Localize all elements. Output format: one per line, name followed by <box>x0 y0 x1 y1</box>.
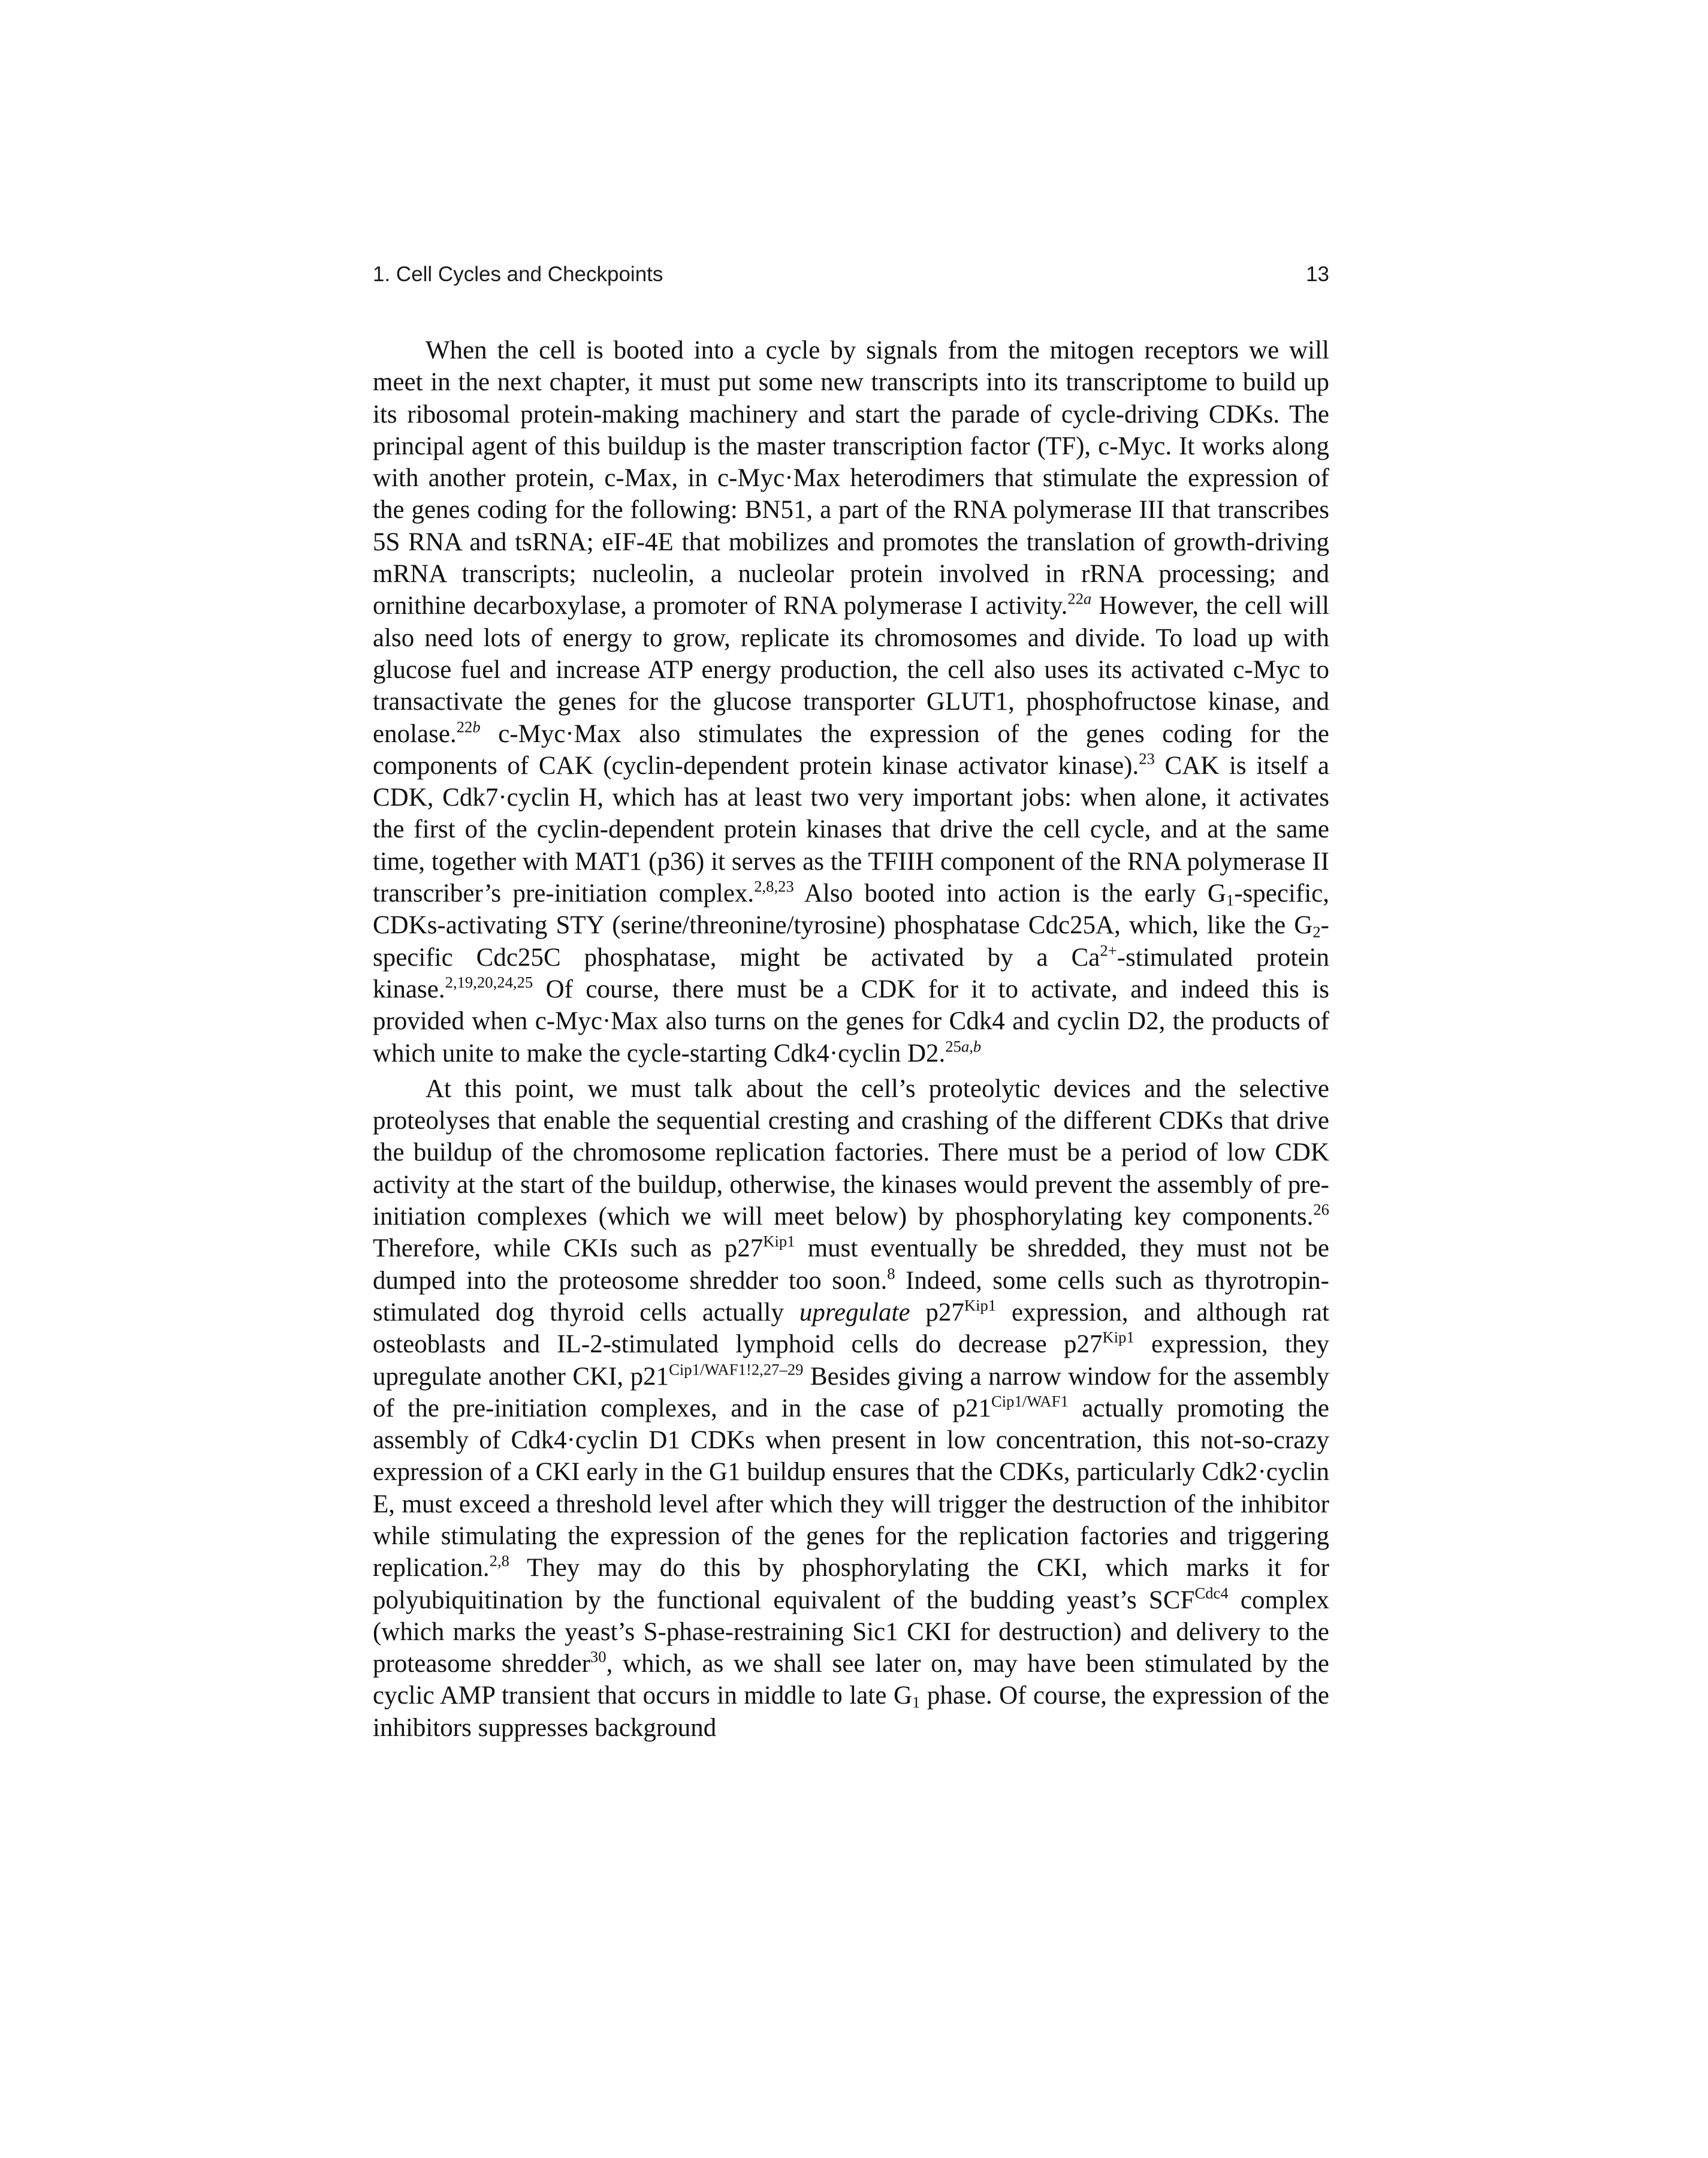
superscript: 30 <box>590 1647 606 1666</box>
superscript: 8 <box>887 1264 895 1283</box>
text-run: expression, they upregulate another CKI, p21 <box>373 1330 1330 1391</box>
superscript: Kip1 <box>763 1232 795 1250</box>
page-number: 13 <box>1306 263 1329 286</box>
text-run: Of course, there must be a CDK for it to activate, and indeed this is provided when c-Myc·Max also turns on the genes for Cdk4 and cyclin D2, the products of which unite to make the cycle-starting Cdk4·cyclin D2. <box>373 975 1329 1068</box>
text-run: However, the cell will also need lots of energy to grow, replicate its chromosomes and divide. To load up with glucose fuel and increase ATP energy production, the cell also uses its activated c-Myc to transactivate the genes for the glucose transporter GLUT1, phosphofructose kinase, and enolase. <box>373 592 1329 748</box>
superscript: b <box>472 718 481 736</box>
text-run: -specific, CDKs-activating STY (serine/threonine/tyrosine) phosphatase Cdc25A, which, like the G <box>373 879 1329 940</box>
text-run: actually promoting the assembly of Cdk4·cyclin D1 CDKs when present in low concentration, this not-so-crazy expression of a CKI early in the G1 buildup ensures that the CDKs, particularly Cdk2·cyclin E, must exceed a threshold level after which they will trigger the destruction of the inhibitor while stimulating the expression of the genes for the replication factories and triggering replication. <box>373 1394 1329 1583</box>
text-run: -specific Cdc25C phosphatase, might be activated by a Ca <box>373 911 1329 972</box>
text-run: expression, and although rat osteoblasts and IL-2-stimulated lymphoid cells do decrease p27 <box>373 1298 1330 1359</box>
text-run: Besides giving a narrow window for the assembly of the pre-initiation complexes, and in the case of p21 <box>373 1362 1329 1422</box>
text-run: They may do this by phosphorylating the CKI, which marks it for polyubiquitination by the functional equivalent of the budding yeast’s SCF <box>373 1554 1329 1614</box>
text-run: phase. Of course, the expression of the inhibitors suppresses background <box>373 1681 1329 1742</box>
text-run: must eventually be shredded, they must not be dumped into the proteosome shredder too soon. <box>373 1234 1329 1295</box>
superscript: 2,19,20,24,25 <box>445 973 533 991</box>
text-run: Also booted into action is the early G <box>793 879 1226 908</box>
text-run: p27 <box>910 1298 964 1327</box>
superscript: 23 <box>1139 749 1155 768</box>
subscript: 1 <box>912 1693 921 1712</box>
superscript: 22 <box>456 718 473 736</box>
superscript: Cip1/WAF1 <box>991 1392 1069 1410</box>
text-run: -stimulated protein kinase. <box>373 943 1330 1003</box>
text-run: At this point, we must talk about the cell’s proteolytic devices and the selective proteolyses that enable the sequential cresting and crashing of the different CDKs that drive the buildup of the chromosome replication factories. There must be a period of low CDK activity at the start of the buildup, otherwise, the kinases would prevent the assembly of pre-initiation complexes (which we will meet below) by phosphorylating key components. <box>373 1074 1329 1231</box>
superscript: 2,8,23 <box>754 877 794 896</box>
paragraph-1 <box>373 334 1329 1069</box>
text-run: Indeed, some cells such as thyrotropin-stimulated dog thyroid cells actually <box>373 1266 1329 1327</box>
chapter-title: 1. Cell Cycles and Checkpoints <box>373 263 663 286</box>
superscript: Cip1/WAF1!2,27–29 <box>669 1360 804 1378</box>
superscript: Kip1 <box>1102 1328 1134 1346</box>
text-run: complex (which marks the yeast’s S-phase-restraining Sic1 CKI for destruction) and delivery to the proteasome shredder <box>373 1586 1329 1678</box>
text-run: Therefore, while CKIs such as p27 <box>373 1234 764 1263</box>
italic-text: upregulate <box>799 1298 910 1327</box>
text-run: , which, as we shall see later on, may have been stimulated by the cyclic AMP transient that occurs in middle to late G <box>373 1650 1330 1710</box>
paragraph-2 <box>373 1073 1329 1744</box>
body-text <box>373 334 1329 1744</box>
text-run: When the cell is booted into a cycle by signals from the mitogen receptors we will meet in the next chapter, it must put some new transcripts into its transcriptome to build up its ribosomal protein-making machinery and start the parade of cycle-driving CDKs. The principal agent of this buildup is the master transcription factor (TF), c-Myc. It works along with another protein, c-Max, in c-Myc·Max heterodimers that stimulate the expression of the genes coding for the following: BN51, a part of the RNA polymerase III that transcribes 5S RNA and tsRNA; eIF-4E that mobilizes and promotes the translation of growth-driving mRNA transcripts; nucleolin, a nucleolar protein involved in rRNA processing; and ornithine decarboxylase, a promoter of RNA polymerase I activity. <box>373 336 1329 620</box>
superscript: a <box>1084 589 1092 608</box>
subscript: 2 <box>1312 923 1321 941</box>
text-run: CAK is itself a CDK, Cdk7·cyclin H, which has at least two very important jobs: when alone, it activates the first of the cyclin-dependent protein kinases that drive the cell cycle, and at the same time, together with MAT1 (p36) it serves as the TFIIH component of the RNA polymerase II transcriber’s pre-initiation complex. <box>373 751 1329 908</box>
superscript: 2,8 <box>489 1551 509 1570</box>
superscript: 22 <box>1067 589 1084 608</box>
superscript: 26 <box>1313 1200 1329 1219</box>
superscript: 2+ <box>1100 941 1117 960</box>
superscript: a,b <box>961 1037 982 1056</box>
subscript: 1 <box>1226 891 1235 909</box>
superscript: 25 <box>945 1037 961 1056</box>
superscript: Kip1 <box>964 1296 997 1315</box>
superscript: Cdc4 <box>1194 1584 1229 1602</box>
text-run: c-Myc·Max also stimulates the expression of the genes coding for the components of CAK (cyclin-dependent protein kinase activator kinase). <box>373 719 1329 780</box>
